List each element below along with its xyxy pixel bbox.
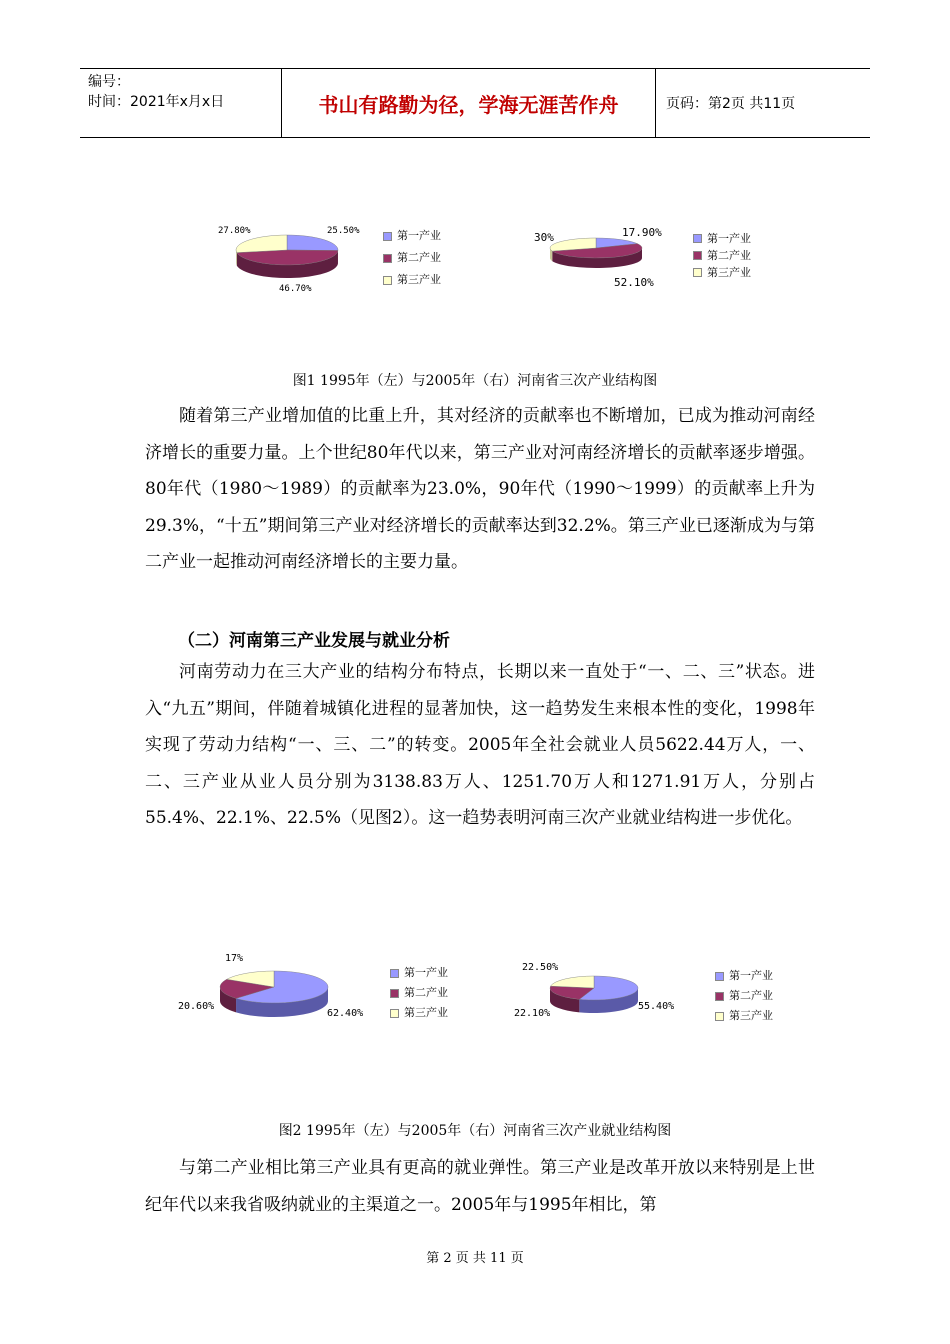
pie-chart-2005-employment — [514, 962, 790, 1042]
header-page-info: 页码：第2页 共11页 — [666, 96, 796, 112]
data-label-secondary: 20.60% — [178, 1001, 215, 1012]
page-header — [80, 68, 870, 138]
legend-swatch — [715, 972, 724, 981]
legend-label: 第三产业 — [729, 1009, 773, 1022]
data-label-primary: 55.40% — [638, 1001, 675, 1012]
legend-swatch — [383, 276, 392, 285]
pie-slice-primary — [287, 235, 338, 250]
legend-label: 第一产业 — [707, 232, 751, 245]
legend-item-primary — [693, 230, 751, 247]
legend-item-secondary — [383, 247, 441, 269]
figure-2-caption: 图2 1995年（左）与2005年（右）河南省三次产业就业结构图 — [278, 1123, 672, 1139]
legend-label: 第三产业 — [404, 1006, 448, 1019]
data-label-tertiary: 22.50% — [522, 962, 559, 973]
legend-label: 第二产业 — [729, 989, 773, 1002]
legend-item-primary — [383, 225, 441, 247]
pie-chart-1995-employment — [178, 953, 460, 1035]
page-footer: 第 2 页 共 11 页 — [426, 1251, 524, 1266]
body-paragraph-3 — [145, 1150, 815, 1223]
legend-swatch — [390, 1009, 399, 1018]
data-label-primary: 25.50% — [327, 226, 360, 236]
legend-item-secondary — [693, 247, 751, 264]
legend-item-tertiary — [383, 269, 441, 291]
data-label-secondary: 52.10% — [614, 276, 654, 289]
legend-label: 第二产业 — [397, 251, 441, 264]
pie-svg — [236, 228, 346, 288]
legend-item-tertiary — [693, 264, 751, 281]
legend-label: 第二产业 — [404, 986, 448, 999]
legend-item-tertiary — [715, 1006, 773, 1026]
legend-label: 第一产业 — [404, 966, 448, 979]
legend-item-primary — [715, 966, 773, 986]
chart-legend — [693, 230, 751, 281]
pie-svg — [220, 965, 335, 1025]
pie-slice-tertiary — [236, 235, 287, 253]
legend-swatch — [693, 234, 702, 243]
pie-chart-1995-structure — [218, 226, 466, 298]
legend-item-secondary — [390, 983, 448, 1003]
legend-swatch — [693, 268, 702, 277]
chart-legend — [383, 225, 441, 291]
data-label-tertiary: 27.80% — [218, 226, 251, 236]
legend-swatch — [715, 992, 724, 1001]
body-paragraph-1 — [145, 398, 815, 581]
legend-label: 第一产业 — [729, 969, 773, 982]
legend-label: 第二产业 — [707, 249, 751, 262]
legend-label: 第三产业 — [707, 266, 751, 279]
legend-label: 第三产业 — [397, 273, 441, 286]
pie-svg — [550, 972, 650, 1022]
chart-legend — [390, 963, 448, 1023]
data-label-secondary: 22.10% — [514, 1008, 551, 1019]
paragraph-text: 随着第三产业增加值的比重上升，其对经济的贡献率也不断增加，已成为推动河南经济增长的重要力量。上个世纪80年代以来，第三产业对河南经济增长的贡献率逐步增强。80年代（1980～1989）的贡献率为23.0%，90年代（1990～1999）的贡献率上升为29.3%，“十五”期间第三产业对经济增长的贡献率达到32.2%。第三产业已逐渐成为与第二产业一起推动河南经济增长的主要力量。 — [145, 406, 815, 572]
legend-item-secondary — [715, 986, 773, 1006]
legend-item-tertiary — [390, 1003, 448, 1023]
legend-swatch — [383, 232, 392, 241]
legend-swatch — [715, 1012, 724, 1021]
data-label-tertiary: 30% — [534, 231, 554, 244]
pie-slice-tertiary — [551, 976, 594, 988]
legend-swatch — [693, 251, 702, 260]
figure-1-caption: 图1 1995年（左）与2005年（右）河南省三次产业结构图 — [292, 373, 658, 389]
document-date: 时间：2021年x月x日 — [88, 94, 225, 110]
pie-chart-2005-structure — [534, 226, 780, 298]
paragraph-text: 与第二产业相比第三产业具有更高的就业弹性。第三产业是改革开放以来特别是上世纪年代以来我省吸纳就业的主渠道之一。2005年与1995年相比，第 — [145, 1158, 815, 1215]
chart-legend — [715, 966, 773, 1026]
data-label-primary: 62.40% — [327, 1008, 364, 1019]
paragraph-text: 河南劳动力在三大产业的结构分布特点，长期以来一直处于“一、二、三”状态。进入“九五”期间，伴随着城镇化进程的显著加快，这一趋势发生来根本性的变化，1998年实现了劳动力结构“一、三、二”的转变。2005年全社会就业人员5622.44万人，一、二、三产业从业人员分别为3138.83万人、1251.70万人和1271.91万人，分别占55.4%、22.1%、22.5%（见图2）。这一趋势表明河南三次产业就业结构进一步优化。 — [145, 662, 815, 828]
legend-swatch — [383, 254, 392, 263]
header-meta — [80, 69, 282, 137]
data-label-secondary: 46.70% — [279, 284, 312, 294]
legend-swatch — [390, 969, 399, 978]
body-paragraph-2 — [145, 654, 815, 837]
data-label-tertiary: 17% — [225, 953, 244, 964]
data-label-primary: 17.90% — [622, 226, 662, 239]
legend-label: 第一产业 — [397, 229, 441, 242]
legend-item-primary — [390, 963, 448, 983]
section-heading: （二）河南第三产业发展与就业分析 — [178, 631, 450, 651]
document-number: 编号： — [88, 74, 130, 90]
legend-swatch — [390, 989, 399, 998]
header-motto: 书山有路勤为径，学海无涯苦作舟 — [282, 69, 656, 137]
